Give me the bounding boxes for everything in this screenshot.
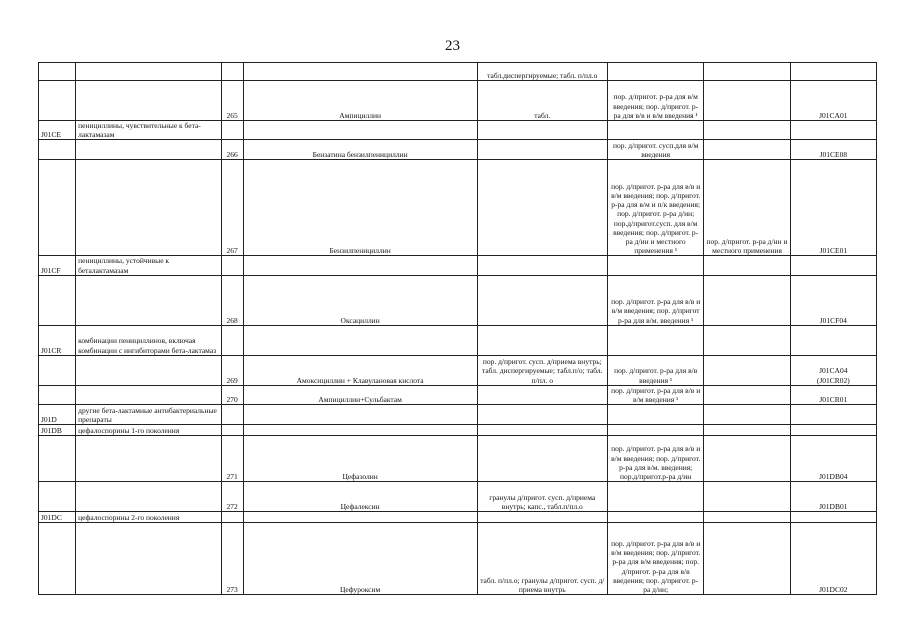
table-row [39,523,877,595]
dosage-form-3 [704,121,790,140]
atc-group-name [76,81,222,121]
atc-code [790,425,876,436]
dosage-form-1 [477,436,607,482]
atc-group-name [76,355,222,385]
atc-group-code: J01CE [39,121,76,140]
dosage-form-1 [477,121,607,140]
dosage-form-1 [477,275,607,325]
drug-name: Цефазолин [243,436,477,482]
item-number: 268 [221,275,243,325]
dosage-form-2: пор. д/пригот. сусп.для в/м введения [608,140,704,160]
drug-name [243,121,477,140]
item-number: 270 [221,385,243,404]
atc-code: J01CF04 [790,275,876,325]
atc-group-name [76,482,222,512]
dosage-form-2 [608,405,704,425]
drug-name: Бензилпенициллин [243,160,477,256]
item-number [221,512,243,523]
dosage-form-3 [704,512,790,523]
dosage-form-3 [704,325,790,355]
atc-group-code [39,275,76,325]
drug-name [243,405,477,425]
atc-group-code [39,63,76,81]
drug-name: Ампициллин [243,81,477,121]
dosage-form-3 [704,140,790,160]
dosage-form-2: пор. д/пригот. р-ра для в/м введения; пор. д/пригот. р-ра для в/в и в/м введения ¹ [608,81,704,121]
dosage-form-2 [608,256,704,275]
drug-name: Амоксициллин + Клавулановая кислота [243,355,477,385]
dosage-form-3 [704,355,790,385]
item-number: 266 [221,140,243,160]
dosage-form-3 [704,63,790,81]
item-number [221,256,243,275]
table-row [39,436,877,482]
dosage-form-1: пор. д/пригот. сусп. д/приема внутрь; табл. диспергируемые; табл.п/о; табл. п/пл. о [477,355,607,385]
atc-group-code [39,81,76,121]
table-row [39,355,877,385]
atc-group-code: J01CF [39,256,76,275]
drug-name: Ампициллин+Сульбактам [243,385,477,404]
atc-code [790,325,876,355]
item-number [221,325,243,355]
atc-code [790,256,876,275]
item-number [221,121,243,140]
drug-name: Цефуроксим [243,523,477,595]
atc-group-code [39,385,76,404]
item-number: 265 [221,81,243,121]
atc-code: J01CR01 [790,385,876,404]
atc-group-code [39,482,76,512]
dosage-form-1: гранулы д/пригот. сусп. д/приема внутрь; капс., табл.п/пл.о [477,482,607,512]
atc-code [790,405,876,425]
dosage-form-1 [477,160,607,256]
atc-group-code: J01DB [39,425,76,436]
group-row [39,121,877,140]
dosage-form-2 [608,121,704,140]
drug-list-table [38,62,877,595]
dosage-form-1 [477,325,607,355]
dosage-form-3 [704,256,790,275]
dosage-form-3 [704,405,790,425]
atc-group-name [76,140,222,160]
atc-group-name: цефалоспорины 1-го поколения [76,425,222,436]
atc-group-name [76,63,222,81]
table-row [39,63,877,81]
dosage-form-1 [477,512,607,523]
item-number [221,425,243,436]
dosage-form-1: табл. [477,81,607,121]
atc-group-name: пенициллины, устойчивые к беталактамазам [76,256,222,275]
dosage-form-2 [608,512,704,523]
drug-name: Цефалексин [243,482,477,512]
dosage-form-1 [477,140,607,160]
atc-code: J01DB04 [790,436,876,482]
atc-group-code: J01CR [39,325,76,355]
atc-group-name [76,160,222,256]
drug-name [243,63,477,81]
table-row [39,385,877,404]
atc-group-code: J01DC [39,512,76,523]
atc-code: J01CE01 [790,160,876,256]
dosage-form-3 [704,523,790,595]
drug-name: Бензатина бензилпенициллин [243,140,477,160]
dosage-form-3 [704,385,790,404]
dosage-form-3 [704,81,790,121]
atc-group-code [39,355,76,385]
dosage-form-1 [477,405,607,425]
dosage-form-2: пор. д/пригот. р-ра для в/в и в/м введения; пор. д/пригот. р-ра для в/м введения; пор. д/пригот. р-ра для в/в введения; пор. д/пригот. р-ра д/ин; [608,523,704,595]
atc-group-name [76,436,222,482]
dosage-form-1: табл.диспергируемые; табл. п/пл.о [477,63,607,81]
table-row [39,81,877,121]
drug-name [243,325,477,355]
table-row [39,275,877,325]
atc-group-name [76,523,222,595]
item-number [221,405,243,425]
group-row [39,512,877,523]
table-row [39,160,877,256]
group-row [39,325,877,355]
item-number: 273 [221,523,243,595]
item-number: 272 [221,482,243,512]
atc-code [790,512,876,523]
dosage-form-3 [704,436,790,482]
atc-code: J01CA04 (J01CR02) [790,355,876,385]
drug-name: Оксациллин [243,275,477,325]
drug-name [243,256,477,275]
dosage-form-2 [608,63,704,81]
dosage-form-2: пор. д/пригот. р-ра для в/в и в/м введения ¹ [608,385,704,404]
atc-group-name: комбинации пенициллинов, включая комбинации с ингибиторами бета-лактамаз [76,325,222,355]
atc-code [790,63,876,81]
dosage-form-3: пор. д/пригот. р-ра д/ин и местного применения [704,160,790,256]
dosage-form-1 [477,385,607,404]
dosage-form-2: пор. д/пригот. р-ра для в/в и в/м введения; пор. д/пригот. р-ра для в/м. введения; пор.д/пригот.р-ра д/ин [608,436,704,482]
atc-group-code: J01D [39,405,76,425]
dosage-form-2: пор. д/пригот. р-ра для в/в и в/м введения; пор. д/пригот р-ра для в/м. введения ¹ [608,275,704,325]
atc-code: J01CE08 [790,140,876,160]
drug-name [243,512,477,523]
dosage-form-2 [608,482,704,512]
item-number: 271 [221,436,243,482]
atc-group-name: пенициллины, чувствительные к бета-лактамазам [76,121,222,140]
table-row [39,140,877,160]
atc-group-code [39,160,76,256]
group-row [39,256,877,275]
dosage-form-1 [477,256,607,275]
dosage-form-2: пор. д/пригот. р-ра для в/в и в/м введения; пор. д/пригот. р-ра для в/м и п/к введения; пор. д/пригот. р-ра д/ин; пор.д/пригот.сусп. для в/м введения; пор. д/пригот. р-ра д/ин и местного применения ¹ [608,160,704,256]
dosage-form-3 [704,482,790,512]
atc-code: J01DC02 [790,523,876,595]
dosage-form-2 [608,325,704,355]
item-number [221,63,243,81]
atc-group-code [39,436,76,482]
dosage-form-1: табл. п/пл.о; гранулы д/пригот. сусп. д/приема внутрь [477,523,607,595]
item-number: 269 [221,355,243,385]
dosage-form-3 [704,425,790,436]
atc-group-name: цефалоспорины 2-го поколения [76,512,222,523]
atc-group-code [39,140,76,160]
atc-code [790,121,876,140]
atc-code: J01DB01 [790,482,876,512]
page-number: 23 [445,38,460,54]
atc-group-code [39,523,76,595]
group-row [39,425,877,436]
dosage-form-1 [477,425,607,436]
group-row [39,405,877,425]
atc-group-name [76,385,222,404]
item-number: 267 [221,160,243,256]
atc-group-name: другие бета-лактамные антибактериальные препараты [76,405,222,425]
dosage-form-3 [704,275,790,325]
table-row [39,482,877,512]
dosage-form-2 [608,425,704,436]
dosage-form-2: пор. д/пригот. р-ра для в/в введения ¹ [608,355,704,385]
atc-group-name [76,275,222,325]
drug-name [243,425,477,436]
atc-code: J01CA01 [790,81,876,121]
